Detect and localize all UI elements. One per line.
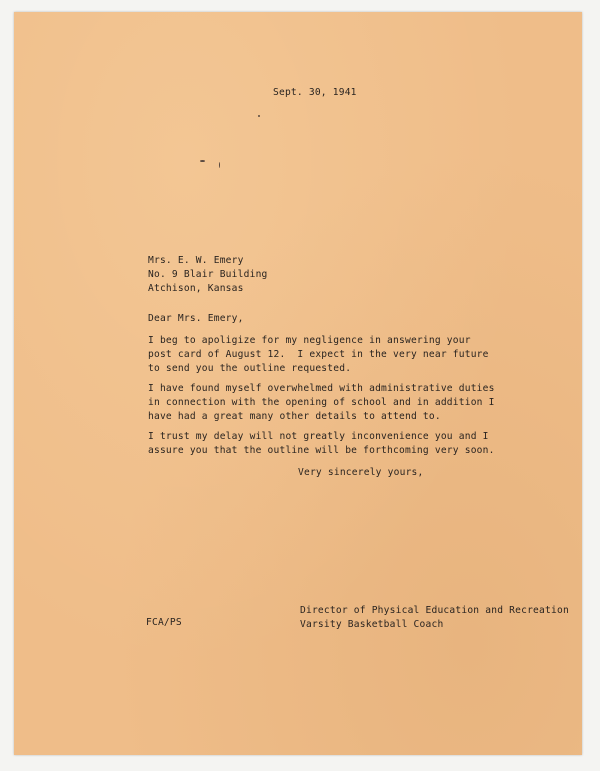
salutation: Dear Mrs. Emery, bbox=[148, 313, 244, 324]
recipient-city: Atchison, Kansas bbox=[148, 283, 244, 294]
paragraph-2-line-2: in connection with the opening of school and in addition I bbox=[148, 397, 495, 408]
recipient-address: No. 9 Blair Building bbox=[148, 269, 268, 280]
signature-title-line-2: Varsity Basketball Coach bbox=[300, 619, 444, 630]
paragraph-1-line-3: to send you the outline requested. bbox=[148, 363, 352, 374]
paragraph-1-line-2: post card of August 12. I expect in the very near future bbox=[148, 349, 489, 360]
recipient-name: Mrs. E. W. Emery bbox=[148, 255, 244, 266]
paper-speck bbox=[200, 160, 205, 162]
paper-speck bbox=[219, 162, 220, 168]
paragraph-3-line-1: I trust my delay will not greatly inconvenience you and I bbox=[148, 431, 489, 442]
paragraph-3-line-2: assure you that the outline will be forthcoming very soon. bbox=[148, 445, 495, 456]
closing: Very sincerely yours, bbox=[298, 467, 424, 478]
letter-page bbox=[14, 12, 582, 755]
paragraph-2-line-3: have had a great many other details to attend to. bbox=[148, 411, 441, 422]
paragraph-1-line-1: I beg to apoligize for my negligence in answering your bbox=[148, 335, 471, 346]
signature-title-line-1: Director of Physical Education and Recreation bbox=[300, 605, 569, 616]
paragraph-2-line-1: I have found myself overwhelmed with administrative duties bbox=[148, 383, 495, 394]
letter-date: Sept. 30, 1941 bbox=[273, 87, 357, 98]
paper-speck bbox=[258, 115, 260, 117]
typist-initials: FCA/PS bbox=[146, 617, 182, 628]
